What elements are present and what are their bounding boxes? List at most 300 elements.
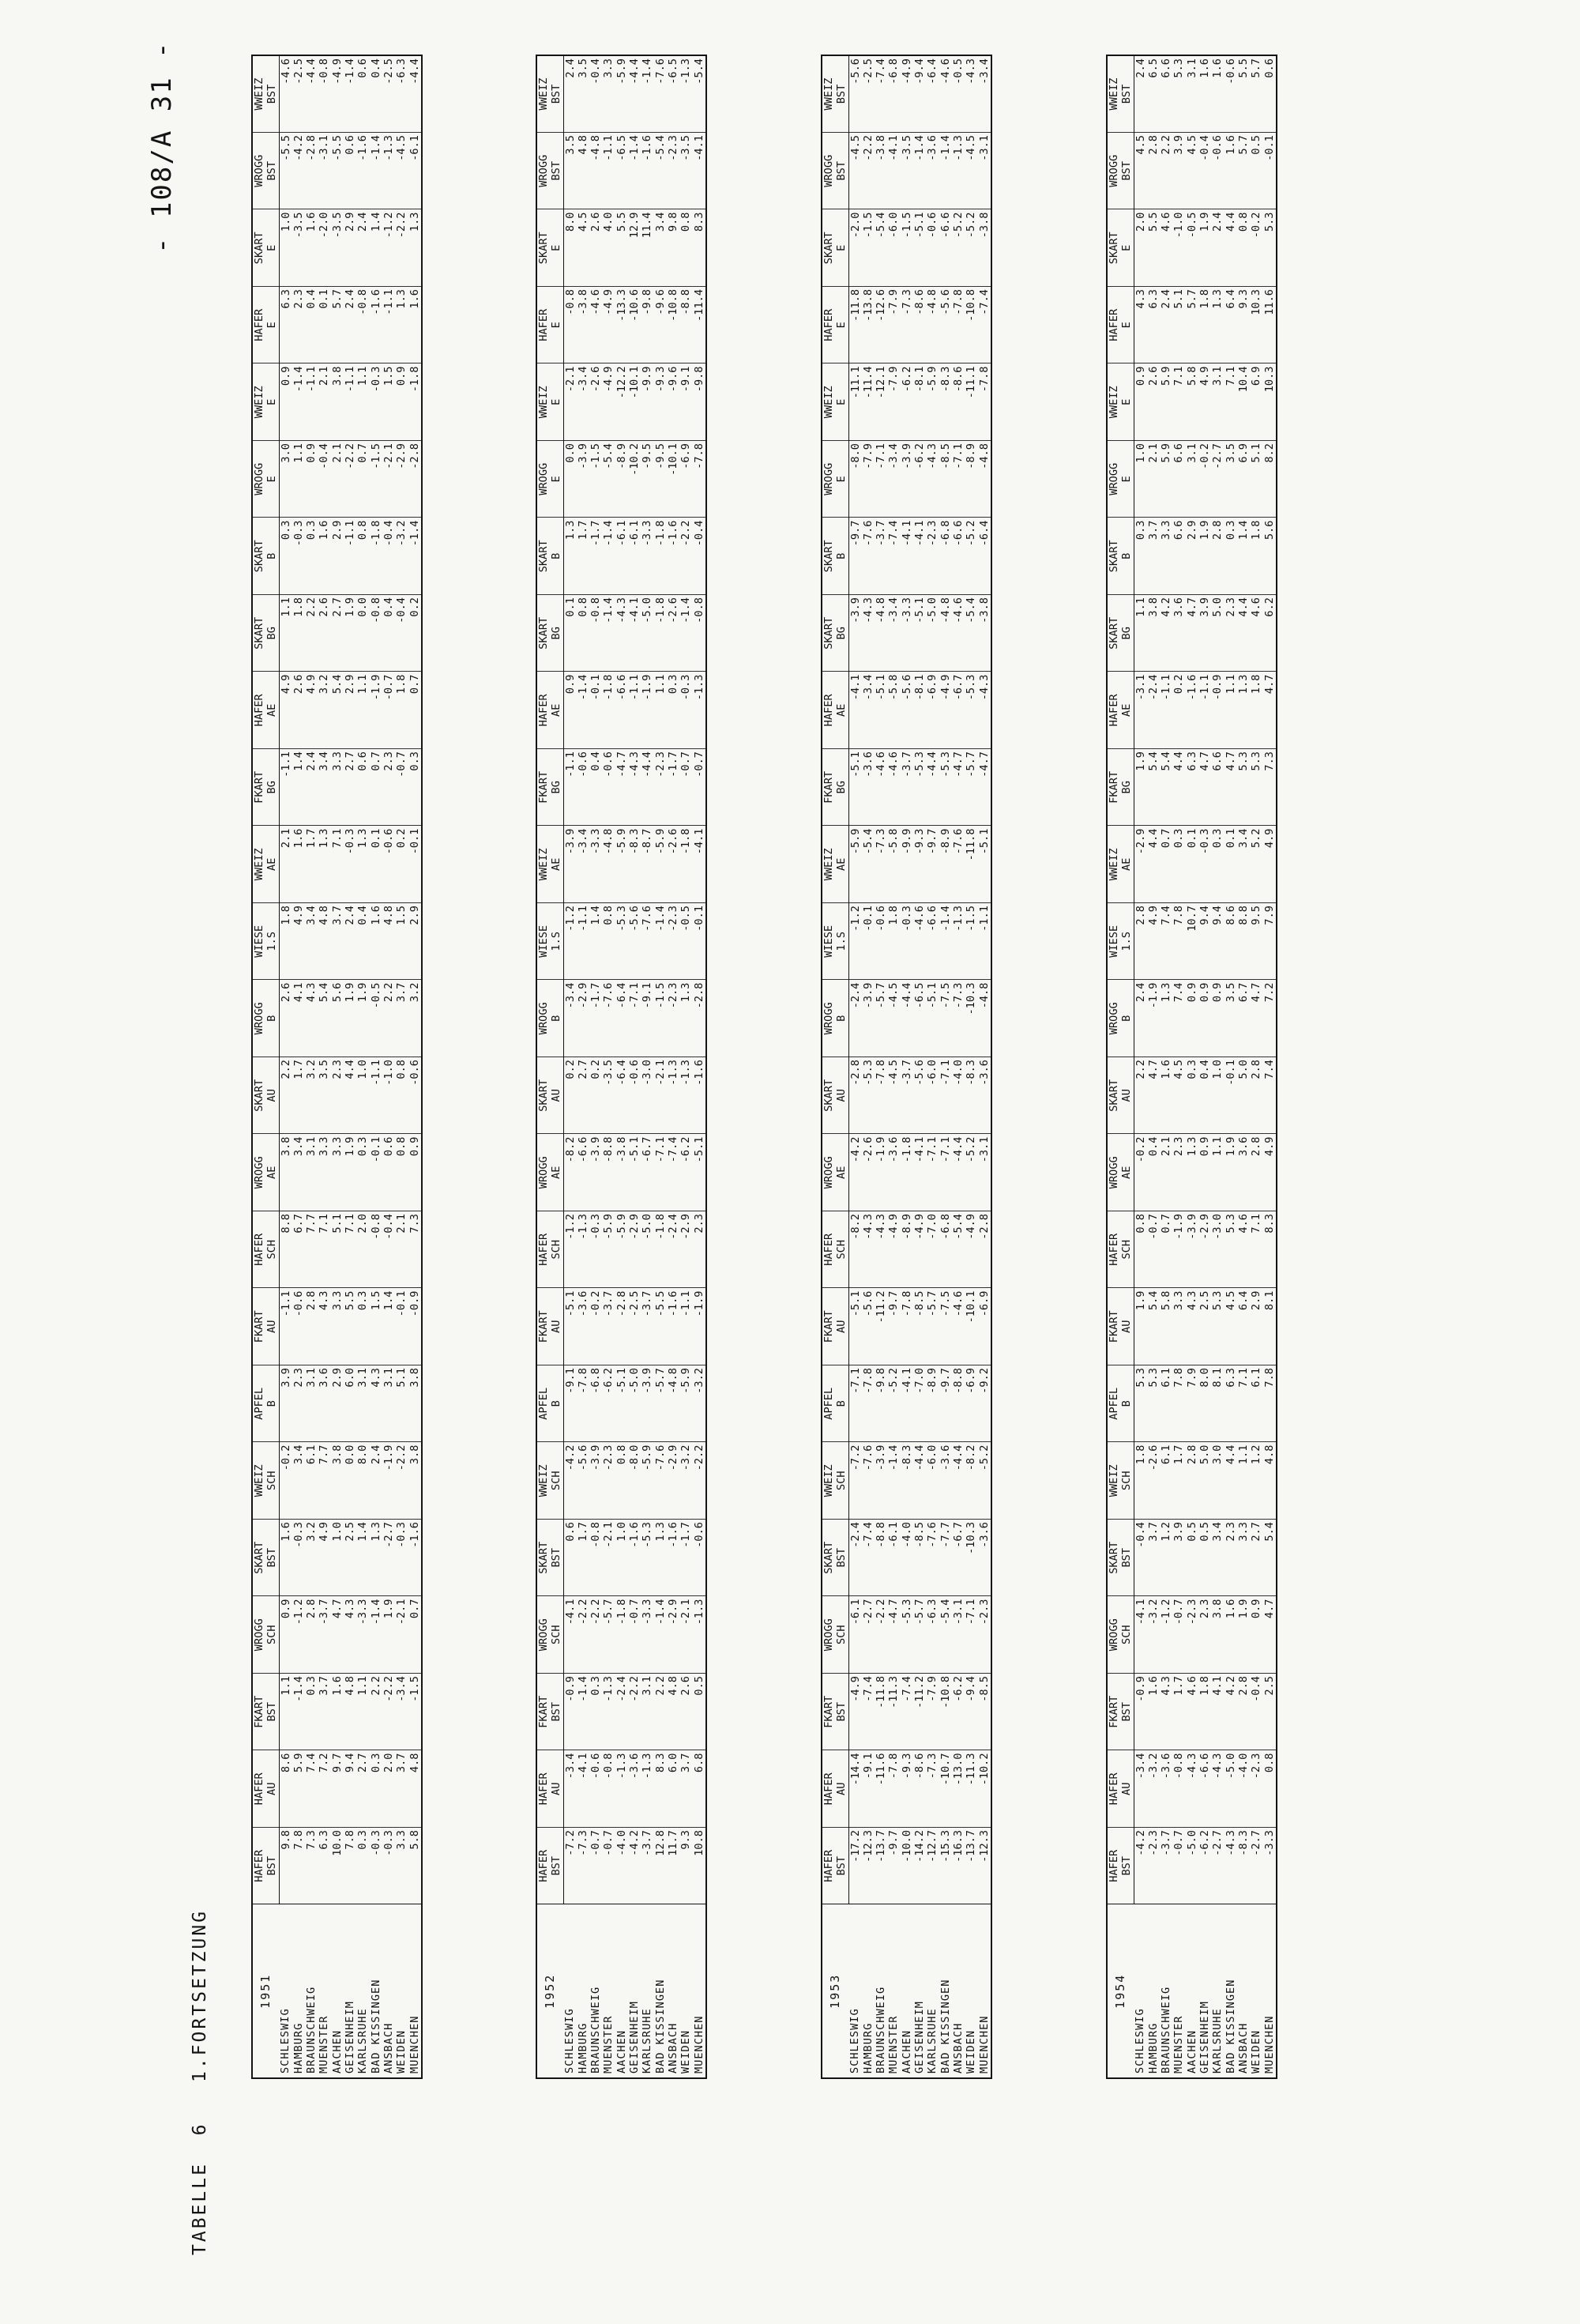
- value-cell: 3.1: [356, 1365, 369, 1443]
- column-header: APFEL: [536, 1365, 550, 1443]
- value-cell: -4.4: [901, 980, 913, 1057]
- table-row: [1211, 55, 1224, 2078]
- value-cell: 3.6: [318, 1365, 330, 1443]
- value-cell: 5.0: [1211, 595, 1224, 672]
- column-subheader: E: [835, 287, 848, 364]
- value-cell: -7.3: [901, 287, 913, 364]
- column-subheader: AE: [550, 826, 563, 903]
- value-cell: -1.4: [641, 55, 653, 133]
- table-row: [331, 55, 344, 2078]
- value-cell: 0.7: [356, 441, 369, 518]
- value-cell: -9.1: [862, 1750, 875, 1828]
- station-name: HAMBURG: [577, 1904, 589, 2078]
- value-cell: -0.7: [628, 1596, 641, 1674]
- value-cell: -1.5: [901, 209, 913, 287]
- value-cell: -4.5: [887, 980, 900, 1057]
- value-cell: 1.9: [1198, 209, 1211, 287]
- column-header: WROGG: [536, 1134, 550, 1211]
- value-cell: -7.8: [577, 1365, 589, 1443]
- table-row: [862, 55, 875, 2078]
- value-cell: 0.3: [305, 1674, 318, 1751]
- value-cell: 8.3: [1263, 1211, 1277, 1289]
- column-subheader: E: [265, 287, 279, 364]
- value-cell: -4.7: [615, 749, 628, 827]
- value-cell: -4.3: [862, 1211, 875, 1289]
- table-row: [939, 55, 952, 2078]
- column-header: WROGG: [1107, 133, 1120, 210]
- column-header: HAFER: [536, 1211, 550, 1289]
- value-cell: -1.3: [693, 672, 706, 749]
- value-cell: -9.8: [693, 363, 706, 441]
- value-cell: -8.2: [563, 1134, 577, 1211]
- value-cell: -1.0: [382, 1057, 395, 1135]
- value-cell: -11.8: [875, 1674, 887, 1751]
- value-cell: -4.4: [952, 1134, 965, 1211]
- value-cell: -7.8: [887, 1750, 900, 1828]
- value-cell: 0.3: [356, 1288, 369, 1365]
- value-cell: 7.1: [1250, 1211, 1262, 1289]
- value-cell: -3.7: [1160, 1828, 1172, 1905]
- value-cell: 8.1: [1263, 1288, 1277, 1365]
- value-cell: 1.3: [370, 1520, 382, 1597]
- value-cell: 10.8: [693, 1828, 706, 1905]
- table-row: [563, 55, 577, 2078]
- value-cell: -2.8: [978, 1211, 991, 1289]
- column-subheader: AU: [1120, 1750, 1134, 1828]
- column-header: WIESE: [252, 903, 265, 981]
- value-cell: -4.8: [978, 441, 991, 518]
- value-cell: 0.9: [305, 441, 318, 518]
- value-cell: 4.2: [1224, 1674, 1237, 1751]
- column-header: WWEIZ: [1107, 1442, 1120, 1520]
- value-cell: 0.5: [1198, 1520, 1211, 1597]
- value-cell: 2.8: [1237, 1674, 1250, 1751]
- value-cell: -5.6: [628, 903, 641, 981]
- value-cell: 1.5: [382, 363, 395, 441]
- value-cell: 1.2: [1160, 1520, 1172, 1597]
- value-cell: -0.8: [589, 595, 602, 672]
- value-cell: 2.2: [654, 1674, 667, 1751]
- value-cell: -5.0: [1224, 1750, 1237, 1828]
- value-cell: -3.3: [641, 1596, 653, 1674]
- value-cell: -3.2: [693, 1365, 706, 1443]
- value-cell: -0.4: [589, 55, 602, 133]
- value-cell: 2.9: [344, 209, 356, 287]
- value-cell: -0.1: [1263, 133, 1277, 210]
- value-cell: 1.4: [370, 209, 382, 287]
- value-cell: 9.4: [344, 1750, 356, 1828]
- column-header: FKART: [822, 749, 835, 827]
- value-cell: -9.1: [563, 1365, 577, 1443]
- value-cell: 0.9: [1198, 1134, 1211, 1211]
- column-header: WROGG: [822, 441, 835, 518]
- value-cell: -9.2: [978, 1365, 991, 1443]
- column-subheader: BST: [1120, 133, 1134, 210]
- value-cell: 1.0: [279, 209, 292, 287]
- value-cell: -6.5: [615, 133, 628, 210]
- value-cell: -2.1: [654, 1057, 667, 1135]
- value-cell: -6.8: [939, 1211, 952, 1289]
- value-cell: 2.3: [382, 749, 395, 827]
- column-header: WWEIZ: [252, 363, 265, 441]
- station-name: WEIDEN: [1250, 1904, 1262, 2078]
- value-cell: -3.3: [356, 1596, 369, 1674]
- value-cell: -4.5: [848, 133, 862, 210]
- value-cell: -6.9: [679, 441, 692, 518]
- value-cell: 1.3: [1160, 980, 1172, 1057]
- column-header: HAFER: [252, 672, 265, 749]
- value-cell: -2.3: [667, 133, 679, 210]
- value-cell: 1.3: [1211, 287, 1224, 364]
- value-cell: -1.4: [292, 1674, 305, 1751]
- value-cell: -11.1: [848, 363, 862, 441]
- value-cell: 10.0: [331, 1828, 344, 1905]
- value-cell: 5.9: [1160, 441, 1172, 518]
- value-cell: -6.2: [1198, 1828, 1211, 1905]
- value-cell: 10.3: [1250, 287, 1262, 364]
- value-cell: -6.9: [978, 1288, 991, 1365]
- value-cell: -2.1: [679, 1596, 692, 1674]
- station-name: MUENCHEN: [1263, 1904, 1277, 2078]
- value-cell: 1.3: [318, 826, 330, 903]
- value-cell: -0.2: [589, 1288, 602, 1365]
- value-cell: -2.7: [862, 1596, 875, 1674]
- column-header: FKART: [1107, 1674, 1120, 1751]
- value-cell: 0.3: [1186, 1057, 1198, 1135]
- value-cell: 8.0: [356, 1442, 369, 1520]
- value-cell: 0.1: [563, 595, 577, 672]
- value-cell: -8.5: [939, 441, 952, 518]
- value-cell: -1.6: [1186, 672, 1198, 749]
- value-cell: -5.9: [615, 1211, 628, 1289]
- value-cell: -1.3: [952, 903, 965, 981]
- value-cell: -2.2: [862, 133, 875, 210]
- value-cell: -2.1: [602, 1520, 615, 1597]
- value-cell: 1.1: [356, 1674, 369, 1751]
- value-cell: 1.3: [356, 826, 369, 903]
- value-cell: 4.3: [370, 1365, 382, 1443]
- value-cell: 9.3: [1237, 287, 1250, 364]
- column-header: SKART: [252, 1057, 265, 1135]
- value-cell: -3.6: [577, 1288, 589, 1365]
- value-cell: 4.7: [331, 1596, 344, 1674]
- value-cell: 7.8: [292, 1828, 305, 1905]
- value-cell: -7.2: [563, 1828, 577, 1905]
- column-header: SKART: [1107, 595, 1120, 672]
- year-block-1954: [1106, 56, 1277, 2079]
- value-cell: -5.3: [913, 749, 926, 827]
- value-cell: -2.9: [679, 1211, 692, 1289]
- value-cell: -8.1: [913, 672, 926, 749]
- value-cell: -5.0: [641, 1211, 653, 1289]
- value-cell: 2.8: [1134, 903, 1147, 981]
- value-cell: 3.7: [1147, 518, 1160, 595]
- value-cell: -2.0: [318, 209, 330, 287]
- value-cell: 4.5: [1134, 133, 1147, 210]
- value-cell: 7.1: [1237, 1365, 1250, 1443]
- value-cell: 0.4: [305, 287, 318, 364]
- value-cell: 1.6: [331, 1674, 344, 1751]
- value-cell: 8.3: [693, 209, 706, 287]
- value-cell: 1.4: [356, 1520, 369, 1597]
- value-cell: -1.5: [965, 903, 977, 981]
- column-subheader: E: [550, 287, 563, 364]
- value-cell: -0.6: [292, 1288, 305, 1365]
- value-cell: 0.8: [1263, 1750, 1277, 1828]
- table-row: [978, 55, 991, 2078]
- table-row: [1160, 55, 1172, 2078]
- value-cell: 0.4: [370, 55, 382, 133]
- value-cell: -0.6: [693, 1520, 706, 1597]
- value-cell: 4.6: [1237, 1211, 1250, 1289]
- value-cell: -2.8: [693, 980, 706, 1057]
- column-subheader: AU: [835, 1750, 848, 1828]
- value-cell: -1.3: [602, 1674, 615, 1751]
- value-cell: 0.0: [344, 1442, 356, 1520]
- value-cell: -10.8: [939, 1674, 952, 1751]
- value-cell: -2.6: [1147, 1442, 1160, 1520]
- value-cell: -7.1: [875, 441, 887, 518]
- value-cell: -4.9: [602, 363, 615, 441]
- value-cell: -10.1: [965, 1288, 977, 1365]
- value-cell: -0.9: [408, 1288, 422, 1365]
- value-cell: 7.3: [1263, 749, 1277, 827]
- table-row: [693, 55, 706, 2078]
- value-cell: -1.8: [615, 1596, 628, 1674]
- value-cell: -1.4: [654, 903, 667, 981]
- value-cell: 3.6: [1172, 595, 1185, 672]
- header-row-sub: [1120, 55, 1134, 2078]
- value-cell: -1.9: [382, 1442, 395, 1520]
- value-cell: -3.8: [978, 595, 991, 672]
- column-subheader: SCH: [550, 1211, 563, 1289]
- value-cell: 4.0: [602, 209, 615, 287]
- value-cell: 0.3: [305, 518, 318, 595]
- value-cell: 7.1: [344, 1211, 356, 1289]
- value-cell: -5.1: [875, 672, 887, 749]
- table-row: [952, 55, 965, 2078]
- value-cell: 5.8: [408, 1828, 422, 1905]
- value-cell: -4.2: [1134, 1828, 1147, 1905]
- value-cell: 1.6: [1211, 55, 1224, 133]
- header-row-top: [536, 55, 550, 2078]
- value-cell: -13.8: [862, 287, 875, 364]
- value-cell: -1.9: [370, 672, 382, 749]
- value-cell: 0.5: [1250, 133, 1262, 210]
- station-name: ANSBACH: [667, 1904, 679, 2078]
- value-cell: -6.3: [926, 1596, 939, 1674]
- column-header: SKART: [536, 209, 550, 287]
- value-cell: -2.6: [667, 595, 679, 672]
- value-cell: -3.4: [1134, 1750, 1147, 1828]
- header-row-sub: [265, 55, 279, 2078]
- column-header: FKART: [252, 749, 265, 827]
- value-cell: -3.4: [887, 441, 900, 518]
- value-cell: -3.7: [641, 1828, 653, 1905]
- value-cell: 2.5: [1263, 1674, 1277, 1751]
- value-cell: -9.8: [875, 1365, 887, 1443]
- value-cell: 5.3: [1147, 1365, 1160, 1443]
- value-cell: -3.0: [1211, 1211, 1224, 1289]
- value-cell: -5.7: [602, 1596, 615, 1674]
- value-cell: 0.5: [1186, 1520, 1198, 1597]
- station-name: AACHEN: [901, 1904, 913, 2078]
- value-cell: -3.9: [862, 980, 875, 1057]
- value-cell: -5.6: [848, 55, 862, 133]
- value-cell: -1.3: [679, 55, 692, 133]
- value-cell: -5.4: [952, 1211, 965, 1289]
- value-cell: 12.8: [654, 1828, 667, 1905]
- value-cell: 6.3: [318, 1828, 330, 1905]
- value-cell: -7.1: [628, 980, 641, 1057]
- column-header: SKART: [1107, 1057, 1120, 1135]
- value-cell: 4.1: [1211, 1674, 1224, 1751]
- value-cell: 7.7: [305, 1211, 318, 1289]
- column-header: SKART: [252, 209, 265, 287]
- value-cell: 1.9: [344, 595, 356, 672]
- value-cell: 6.9: [1250, 363, 1262, 441]
- value-cell: -3.1: [978, 1134, 991, 1211]
- value-cell: -0.1: [370, 1134, 382, 1211]
- value-cell: -7.6: [862, 518, 875, 595]
- value-cell: 0.6: [344, 133, 356, 210]
- column-subheader: E: [550, 363, 563, 441]
- column-header: HAFER: [252, 1211, 265, 1289]
- value-cell: -1.8: [901, 1134, 913, 1211]
- value-cell: -1.3: [615, 1750, 628, 1828]
- value-cell: -4.3: [978, 672, 991, 749]
- value-cell: -7.5: [939, 980, 952, 1057]
- column-subheader: AE: [550, 672, 563, 749]
- value-cell: 5.3: [1263, 209, 1277, 287]
- value-cell: -8.8: [679, 287, 692, 364]
- table-row: [965, 55, 977, 2078]
- value-cell: 5.7: [331, 287, 344, 364]
- value-cell: -7.8: [875, 1057, 887, 1135]
- value-cell: -1.1: [602, 133, 615, 210]
- column-subheader: BG: [550, 749, 563, 827]
- value-cell: 2.6: [1147, 363, 1160, 441]
- value-cell: -1.1: [679, 1288, 692, 1365]
- column-header: SKART: [1107, 209, 1120, 287]
- value-cell: 5.3: [1172, 55, 1185, 133]
- column-subheader: SCH: [835, 1442, 848, 1520]
- value-cell: -7.6: [862, 1442, 875, 1520]
- value-cell: -9.4: [913, 55, 926, 133]
- value-cell: 4.4: [1237, 595, 1250, 672]
- value-cell: 8.8: [279, 1211, 292, 1289]
- value-cell: 5.3: [1134, 1365, 1147, 1443]
- value-cell: -13.7: [965, 1828, 977, 1905]
- value-cell: 0.3: [589, 1674, 602, 1751]
- value-cell: 9.3: [679, 1828, 692, 1905]
- value-cell: 4.9: [305, 672, 318, 749]
- station-name: WEIDEN: [679, 1904, 692, 2078]
- value-cell: -4.9: [939, 672, 952, 749]
- column-header: HAFER: [822, 672, 835, 749]
- value-cell: 8.6: [1224, 903, 1237, 981]
- value-cell: -1.9: [693, 1288, 706, 1365]
- value-cell: -1.4: [577, 672, 589, 749]
- data-table-1953: [821, 55, 992, 2079]
- value-cell: 1.9: [1198, 518, 1211, 595]
- value-cell: 1.6: [1147, 1674, 1160, 1751]
- value-cell: 5.4: [331, 672, 344, 749]
- column-subheader: AE: [835, 672, 848, 749]
- value-cell: -2.6: [862, 1134, 875, 1211]
- value-cell: -2.4: [615, 1674, 628, 1751]
- value-cell: -0.8: [563, 287, 577, 364]
- station-name: BAD KISSINGEN: [370, 1904, 382, 2078]
- value-cell: -8.8: [602, 1134, 615, 1211]
- value-cell: -2.7: [382, 1520, 395, 1597]
- value-cell: -2.3: [1147, 1828, 1160, 1905]
- value-cell: 0.3: [279, 518, 292, 595]
- column-header: WROGG: [252, 441, 265, 518]
- column-header: FKART: [536, 749, 550, 827]
- station-name: SCHLESWIG: [279, 1904, 292, 2078]
- column-subheader: BG: [835, 749, 848, 827]
- value-cell: 3.4: [292, 1134, 305, 1211]
- table-row: [1147, 55, 1160, 2078]
- value-cell: -1.3: [641, 1750, 653, 1828]
- value-cell: -1.4: [408, 518, 422, 595]
- value-cell: -4.3: [875, 1211, 887, 1289]
- value-cell: -0.7: [1172, 1596, 1185, 1674]
- column-subheader: BST: [265, 55, 279, 133]
- value-cell: -0.7: [602, 1828, 615, 1905]
- value-cell: -9.7: [887, 1828, 900, 1905]
- station-name: MUENCHEN: [408, 1904, 422, 2078]
- value-cell: -1.6: [408, 1520, 422, 1597]
- value-cell: 5.9: [1160, 363, 1172, 441]
- value-cell: -4.0: [1237, 1750, 1250, 1828]
- value-cell: -4.7: [887, 1596, 900, 1674]
- column-header: SKART: [252, 518, 265, 595]
- value-cell: 0.7: [408, 672, 422, 749]
- value-cell: -6.5: [913, 980, 926, 1057]
- value-cell: -4.1: [913, 518, 926, 595]
- value-cell: 3.1: [1186, 55, 1198, 133]
- value-cell: 6.0: [667, 1750, 679, 1828]
- value-cell: 6.6: [1172, 441, 1185, 518]
- value-cell: 3.2: [305, 1057, 318, 1135]
- value-cell: -0.5: [1186, 209, 1198, 287]
- value-cell: -1.8: [654, 595, 667, 672]
- value-cell: -6.1: [848, 1596, 862, 1674]
- value-cell: 2.2: [279, 1057, 292, 1135]
- station-name: AACHEN: [615, 1904, 628, 2078]
- value-cell: 0.1: [318, 287, 330, 364]
- value-cell: -5.1: [978, 826, 991, 903]
- column-subheader: BST: [550, 1828, 563, 1905]
- column-subheader: BST: [265, 1520, 279, 1597]
- value-cell: -9.3: [913, 826, 926, 903]
- value-cell: -1.8: [654, 518, 667, 595]
- value-cell: 1.8: [1198, 1674, 1211, 1751]
- value-cell: -8.1: [913, 363, 926, 441]
- column-subheader: B: [1120, 980, 1134, 1057]
- value-cell: 6.1: [305, 1442, 318, 1520]
- value-cell: -0.3: [370, 363, 382, 441]
- table-row: [1198, 55, 1211, 2078]
- value-cell: -1.5: [654, 980, 667, 1057]
- value-cell: -0.8: [1172, 1750, 1185, 1828]
- header-row-sub: [550, 55, 563, 2078]
- value-cell: -2.2: [395, 209, 408, 287]
- value-cell: -13.0: [952, 1750, 965, 1828]
- column-subheader: E: [835, 363, 848, 441]
